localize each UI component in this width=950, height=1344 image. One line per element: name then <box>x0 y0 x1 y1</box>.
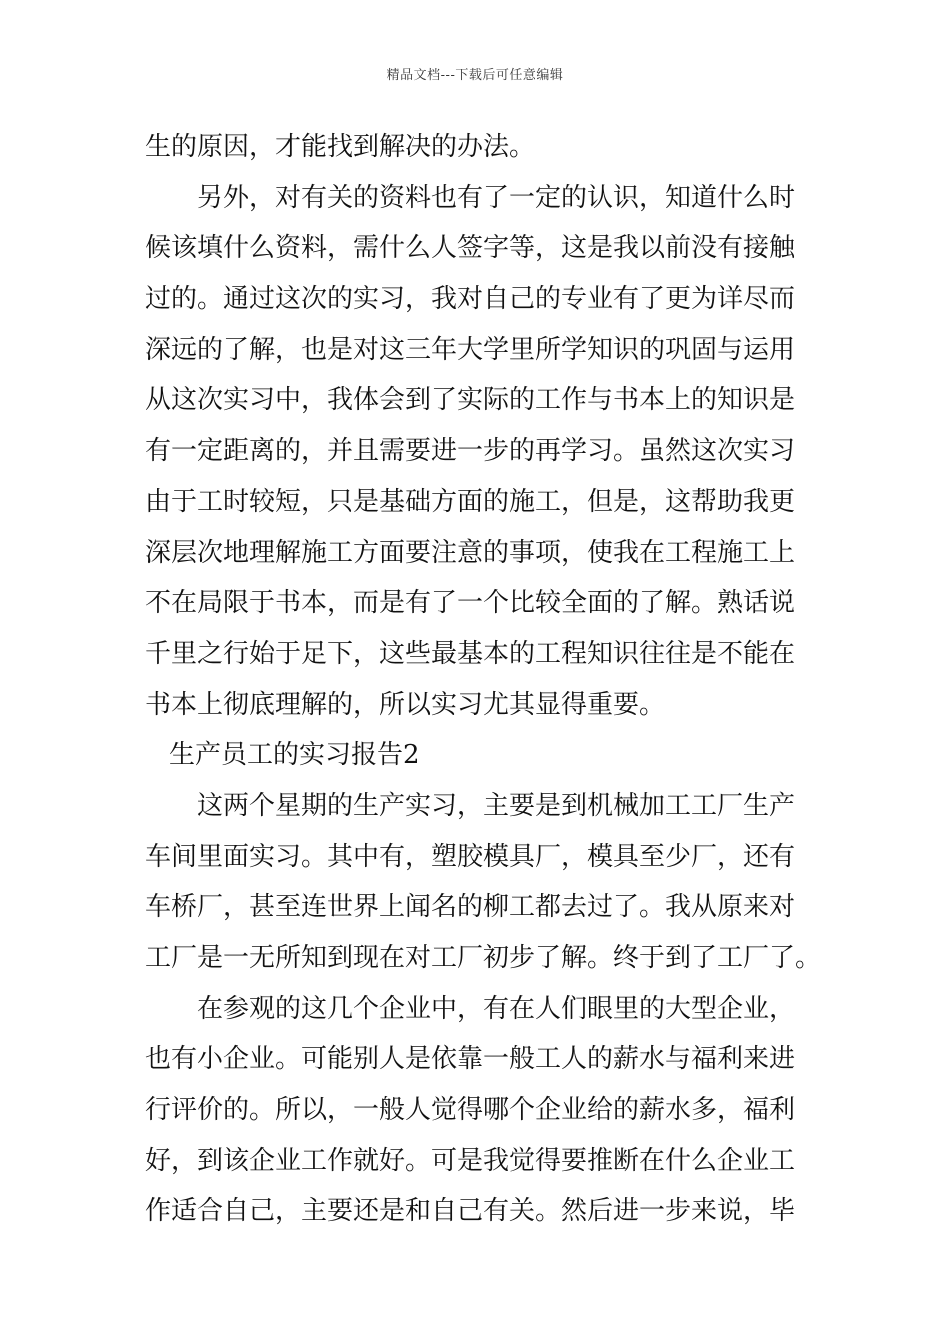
text-line: 过的。通过这次的实习，我对自己的专业有了更为详尽而 <box>145 284 796 315</box>
paragraph-start-line: 在参观的这几个企业中，有在人们眼里的大型企业， <box>197 993 796 1024</box>
text-line: 工厂是一无所知到现在对工厂初步了解。终于到了工厂了。 <box>145 943 822 973</box>
text-line: 车间里面实习。其中有，塑胶模具厂，模具至少厂，还有 <box>145 841 796 872</box>
text-line: 车桥厂，甚至连世界上闻名的柳工都去过了。我从原来对 <box>145 892 796 923</box>
text-line: 不在局限于书本，而是有了一个比较全面的了解。熟话说 <box>145 588 796 619</box>
text-line: 好，到该企业工作就好。可是我觉得要推断在什么企业工 <box>145 1145 796 1176</box>
text-line: 生的原因，才能找到解决的办法。 <box>145 132 536 162</box>
text-line: 由于工时较短，只是基础方面的施工，但是，这帮助我更 <box>145 486 796 517</box>
text-line: 深层次地理解施工方面要注意的事项，使我在工程施工上 <box>145 537 796 568</box>
paragraph-start-line: 这两个星期的生产实习，主要是到机械加工工厂生产 <box>197 790 796 821</box>
text-line: 从这次实习中，我体会到了实际的工作与书本上的知识是 <box>145 385 796 416</box>
text-line: 深远的了解，也是对这三年大学里所学知识的巩固与运用 <box>145 334 796 365</box>
text-line: 候该填什么资料，需什么人签字等，这是我以前没有接触 <box>145 233 796 264</box>
text-line: 书本上彻底理解的，所以实习尤其显得重要。 <box>145 689 666 720</box>
text-line: 有一定距离的，并且需要进一步的再学习。虽然这次实习 <box>145 436 796 467</box>
paragraph-start-line: 另外，对有关的资料也有了一定的认识，知道什么时 <box>197 182 796 213</box>
document-body <box>145 122 822 1237</box>
text-line: 千里之行始于足下，这些最基本的工程知识往往是不能在 <box>145 638 796 669</box>
text-line: 行评价的。所以，一般人觉得哪个企业给的薪水多，福利 <box>145 1095 796 1126</box>
text-line: 作适合自己，主要还是和自己有关。然后进一步来说，毕 <box>145 1196 796 1227</box>
page-header: 精品文档---下载后可任意编辑 <box>386 68 564 83</box>
text-line: 也有小企业。可能别人是依靠一般工人的薪水与福利来进 <box>145 1044 796 1075</box>
section-heading: 生产员工的实习报告2 <box>169 740 420 771</box>
